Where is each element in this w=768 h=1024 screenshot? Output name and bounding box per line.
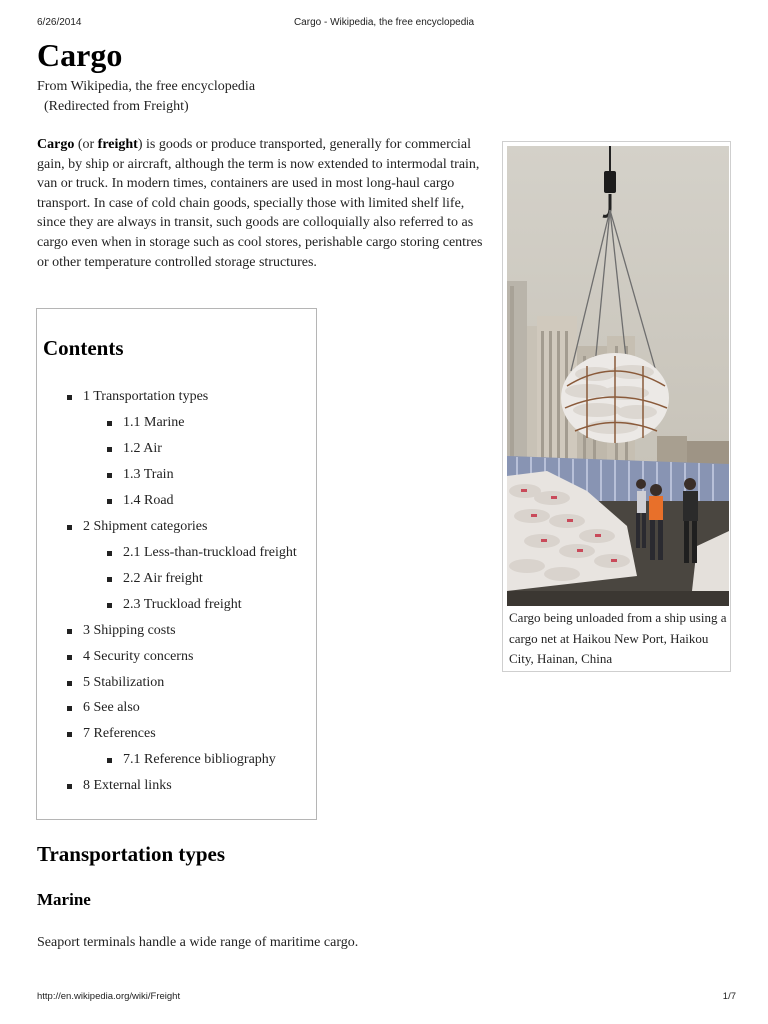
bullet-icon [107, 603, 112, 608]
lead-text-1: (or [74, 137, 98, 152]
bullet-icon [107, 551, 112, 556]
table-of-contents [36, 308, 317, 820]
toc-item-external-links[interactable]: 8 External links [83, 777, 172, 795]
toc-item-ltl-freight[interactable]: 2.1 Less-than-truckload freight [123, 544, 297, 562]
bullet-icon [67, 629, 72, 634]
toc-item-see-also[interactable]: 6 See also [83, 699, 140, 717]
infobox-image [502, 141, 731, 672]
bullet-icon [107, 447, 112, 452]
subsection-heading-marine: Marine [37, 890, 91, 909]
marine-paragraph: Seaport terminals handle a wide range of maritime cargo. [37, 935, 359, 950]
toc-title: Contents [43, 336, 124, 360]
toc-item-references[interactable]: 7 References [83, 725, 156, 743]
print-url: http://en.wikipedia.org/wiki/Freight [37, 991, 181, 1002]
bullet-icon [107, 499, 112, 504]
bullet-icon [67, 395, 72, 400]
page-number: 1/7 [722, 991, 736, 1002]
article-title: Cargo [37, 37, 123, 73]
toc-item-stabilization[interactable]: 5 Stabilization [83, 674, 164, 692]
site-tagline: From Wikipedia, the free encyclopedia [37, 79, 256, 94]
bullet-icon [67, 732, 72, 737]
lead-paragraph [37, 135, 485, 272]
redirect-notice: (Redirected from Freight) [44, 99, 189, 114]
toc-item-security-concerns[interactable]: 4 Security concerns [83, 648, 193, 666]
bold-term-cargo: Cargo [37, 137, 75, 152]
bullet-icon [107, 421, 112, 426]
bullet-icon [107, 758, 112, 763]
toc-item-train[interactable]: 1.3 Train [123, 466, 174, 484]
bold-term-freight: freight [97, 137, 138, 152]
bullet-icon [67, 706, 72, 711]
bullet-icon [107, 473, 112, 478]
section-heading-transportation-types: Transportation types [37, 842, 226, 866]
toc-item-shipping-costs[interactable]: 3 Shipping costs [83, 622, 176, 640]
bullet-icon [67, 655, 72, 660]
toc-item-shipment-categories[interactable]: 2 Shipment categories [83, 518, 207, 536]
toc-item-air[interactable]: 1.2 Air [123, 440, 162, 458]
print-date: 6/26/2014 [37, 17, 82, 28]
toc-item-marine[interactable]: 1.1 Marine [123, 414, 184, 432]
lead-text-2: ) is goods or produce transported, generally for commercial gain, by ship or aircraft, although the term is now extended to intermodal train, van or truck. In modern times, containers are used in most long-haul cargo transport. In case of cold chain goods, specially those with limited shelf life, since they are always in transit, such goods are colloquially also referred to as cargo even when in storage such as cool stores, perishable cargo storing centres or other temperature controlled storage structures. [37, 137, 483, 270]
bullet-icon [67, 681, 72, 686]
bullet-icon [67, 525, 72, 530]
toc-item-transportation-types[interactable]: 1 Transportation types [83, 388, 208, 406]
toc-item-truckload-freight[interactable]: 2.3 Truckload freight [123, 596, 242, 614]
cargo-unloading-photo[interactable] [507, 146, 729, 606]
toc-item-road[interactable]: 1.4 Road [123, 492, 174, 510]
toc-item-air-freight[interactable]: 2.2 Air freight [123, 570, 203, 588]
bullet-icon [67, 784, 72, 789]
image-caption: Cargo being unloaded from a ship using a cargo net at Haikou New Port, Haikou City, Hainan, China [509, 610, 727, 666]
print-title: Cargo - Wikipedia, the free encyclopedia [293, 17, 475, 28]
bullet-icon [107, 577, 112, 582]
toc-item-reference-bibliography[interactable]: 7.1 Reference bibliography [123, 751, 276, 769]
